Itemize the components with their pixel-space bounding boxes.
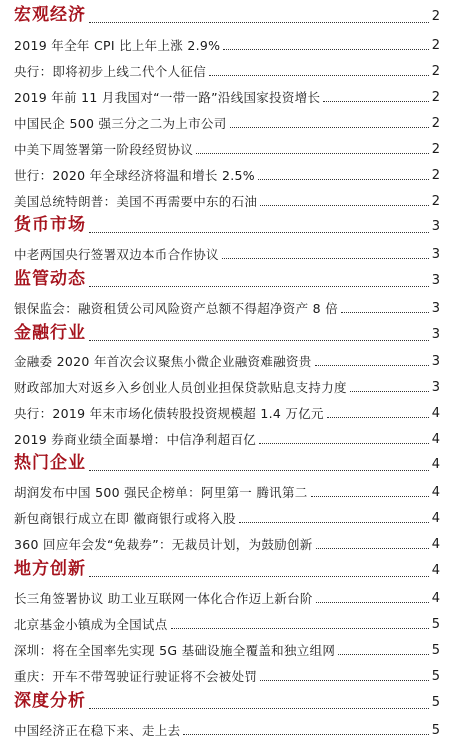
page-number: 2 xyxy=(431,168,440,183)
toc-entry[interactable] xyxy=(14,714,440,740)
toc-entry[interactable] xyxy=(14,345,440,371)
entry-title: 世行：2020 年全球经济将温和增长 2.5% xyxy=(14,168,255,183)
dot-leader xyxy=(315,365,429,366)
dot-leader xyxy=(341,312,429,313)
toc-section-heading[interactable] xyxy=(14,555,440,581)
dot-leader xyxy=(223,49,428,50)
entry-title: 中国经济正在稳下来、走上去 xyxy=(14,723,181,738)
entry-title: 中美下周签署第一阶段经贸协议 xyxy=(14,142,194,157)
dot-leader xyxy=(316,548,429,549)
section-title: 深度分析 xyxy=(14,691,86,711)
toc-entry[interactable] xyxy=(14,107,440,133)
dot-leader xyxy=(89,286,429,287)
dot-leader xyxy=(311,496,429,497)
entry-title: 中国民企 500 强三分之二为上市公司 xyxy=(14,116,227,131)
dot-leader xyxy=(183,734,428,735)
entry-title: 360 回应年会发“免裁券”：无裁员计划，为鼓励创新 xyxy=(14,537,313,552)
toc-section-heading[interactable] xyxy=(14,687,440,713)
toc-entry[interactable] xyxy=(14,292,440,318)
page-number: 2 xyxy=(431,64,440,79)
entry-title: 央行：2019 年末市场化债转股投资规模超 1.4 万亿元 xyxy=(14,406,324,421)
dot-leader xyxy=(323,101,428,102)
page-number: 2 xyxy=(431,142,440,157)
page-number: 4 xyxy=(431,563,440,578)
entry-title: 2019 年前 11 月我国对“一带一路”沿线国家投资增长 xyxy=(14,90,321,105)
page-number: 4 xyxy=(431,591,440,606)
entry-title: 金融委 2020 年首次会议聚焦小微企业融资难融资贵 xyxy=(14,354,312,369)
toc-entry[interactable] xyxy=(14,185,440,211)
section-title: 监管动态 xyxy=(14,269,86,289)
dot-leader xyxy=(222,258,429,259)
toc-entry[interactable] xyxy=(14,528,440,554)
toc-entry[interactable] xyxy=(14,608,440,634)
toc-section-heading[interactable] xyxy=(14,265,440,291)
toc-entry[interactable] xyxy=(14,55,440,81)
dot-leader xyxy=(350,391,429,392)
dot-leader xyxy=(338,654,429,655)
toc-entry[interactable] xyxy=(14,397,440,423)
toc-entry[interactable] xyxy=(14,238,440,264)
dot-leader xyxy=(316,602,429,603)
dot-leader xyxy=(230,127,429,128)
page-number: 3 xyxy=(431,247,440,262)
page-number: 4 xyxy=(431,457,440,472)
page-number: 4 xyxy=(431,432,440,447)
dot-leader xyxy=(171,628,429,629)
dot-leader xyxy=(239,522,429,523)
page-number: 4 xyxy=(431,511,440,526)
entry-title: 美国总统特朗普：美国不再需要中东的石油 xyxy=(14,194,258,209)
page-number: 5 xyxy=(431,669,440,684)
section-title: 货币市场 xyxy=(14,215,86,235)
page-number: 5 xyxy=(431,695,440,710)
entry-title: 2019 年全年 CPI 比上年上涨 2.9% xyxy=(14,38,221,53)
entry-title: 深圳：将在全国率先实现 5G 基础设施全覆盖和独立组网 xyxy=(14,643,336,658)
section-title: 热门企业 xyxy=(14,453,86,473)
dot-leader xyxy=(327,417,429,418)
dot-leader xyxy=(89,708,429,709)
dot-leader xyxy=(258,179,429,180)
page-number: 5 xyxy=(431,617,440,632)
page-number: 3 xyxy=(431,327,440,342)
page-number: 5 xyxy=(431,643,440,658)
page-number: 3 xyxy=(431,273,440,288)
toc-entry[interactable] xyxy=(14,133,440,159)
dot-leader xyxy=(259,443,429,444)
entry-title: 重庆：开车不带驾驶证行驶证将不会被处罚 xyxy=(14,669,258,684)
entry-title: 北京基金小镇成为全国试点 xyxy=(14,617,168,632)
section-title: 地方创新 xyxy=(14,559,86,579)
dot-leader xyxy=(89,470,429,471)
page-number: 4 xyxy=(431,485,440,500)
page-number: 2 xyxy=(431,9,440,24)
page-number: 4 xyxy=(431,537,440,552)
toc-entry[interactable] xyxy=(14,159,440,185)
entry-title: 2019 券商业绩全面暴增：中信净利超百亿 xyxy=(14,432,257,447)
section-title: 宏观经济 xyxy=(14,5,86,25)
toc-entry[interactable] xyxy=(14,634,440,660)
entry-title: 银保监会：融资租赁公司风险资产总额不得超净资产 8 倍 xyxy=(14,301,339,316)
toc-entry[interactable] xyxy=(14,81,440,107)
toc-entry[interactable] xyxy=(14,29,440,55)
page-number: 4 xyxy=(431,406,440,421)
toc-entry[interactable] xyxy=(14,660,440,686)
entry-title: 长三角签署协议 助工业互联网一体化合作迈上新台阶 xyxy=(14,591,313,606)
page-number: 2 xyxy=(431,38,440,53)
dot-leader xyxy=(260,680,429,681)
entry-title: 胡润发布中国 500 强民企榜单：阿里第一 腾讯第二 xyxy=(14,485,308,500)
entry-title: 新包商银行成立在即 徽商银行或将入股 xyxy=(14,511,236,526)
dot-leader xyxy=(196,153,429,154)
toc-entry[interactable] xyxy=(14,423,440,449)
page-number: 3 xyxy=(431,301,440,316)
page-number: 5 xyxy=(431,723,440,738)
toc-section-heading[interactable] xyxy=(14,449,440,475)
section-title: 金融行业 xyxy=(14,323,86,343)
dot-leader xyxy=(89,576,429,577)
entry-title: 央行：即将初步上线二代个人征信 xyxy=(14,64,207,79)
toc-entry[interactable] xyxy=(14,476,440,502)
entry-title: 中老两国央行签署双边本币合作协议 xyxy=(14,247,219,262)
entry-title: 财政部加大对返乡入乡创业人员创业担保贷款贴息支持力度 xyxy=(14,380,347,395)
toc-section-heading[interactable] xyxy=(14,1,440,27)
dot-leader xyxy=(89,232,429,233)
dot-leader xyxy=(209,75,429,76)
dot-leader xyxy=(260,205,429,206)
page-number: 3 xyxy=(431,354,440,369)
dot-leader xyxy=(89,340,429,341)
toc-section-heading[interactable] xyxy=(14,319,440,345)
toc-section-heading[interactable] xyxy=(14,211,440,237)
toc-entry[interactable] xyxy=(14,371,440,397)
toc-entry[interactable] xyxy=(14,582,440,608)
page-number: 2 xyxy=(431,194,440,209)
page-number: 2 xyxy=(431,116,440,131)
page-number: 2 xyxy=(431,90,440,105)
page-number: 3 xyxy=(431,219,440,234)
page-number: 3 xyxy=(431,380,440,395)
dot-leader xyxy=(89,22,429,23)
toc-entry[interactable] xyxy=(14,502,440,528)
